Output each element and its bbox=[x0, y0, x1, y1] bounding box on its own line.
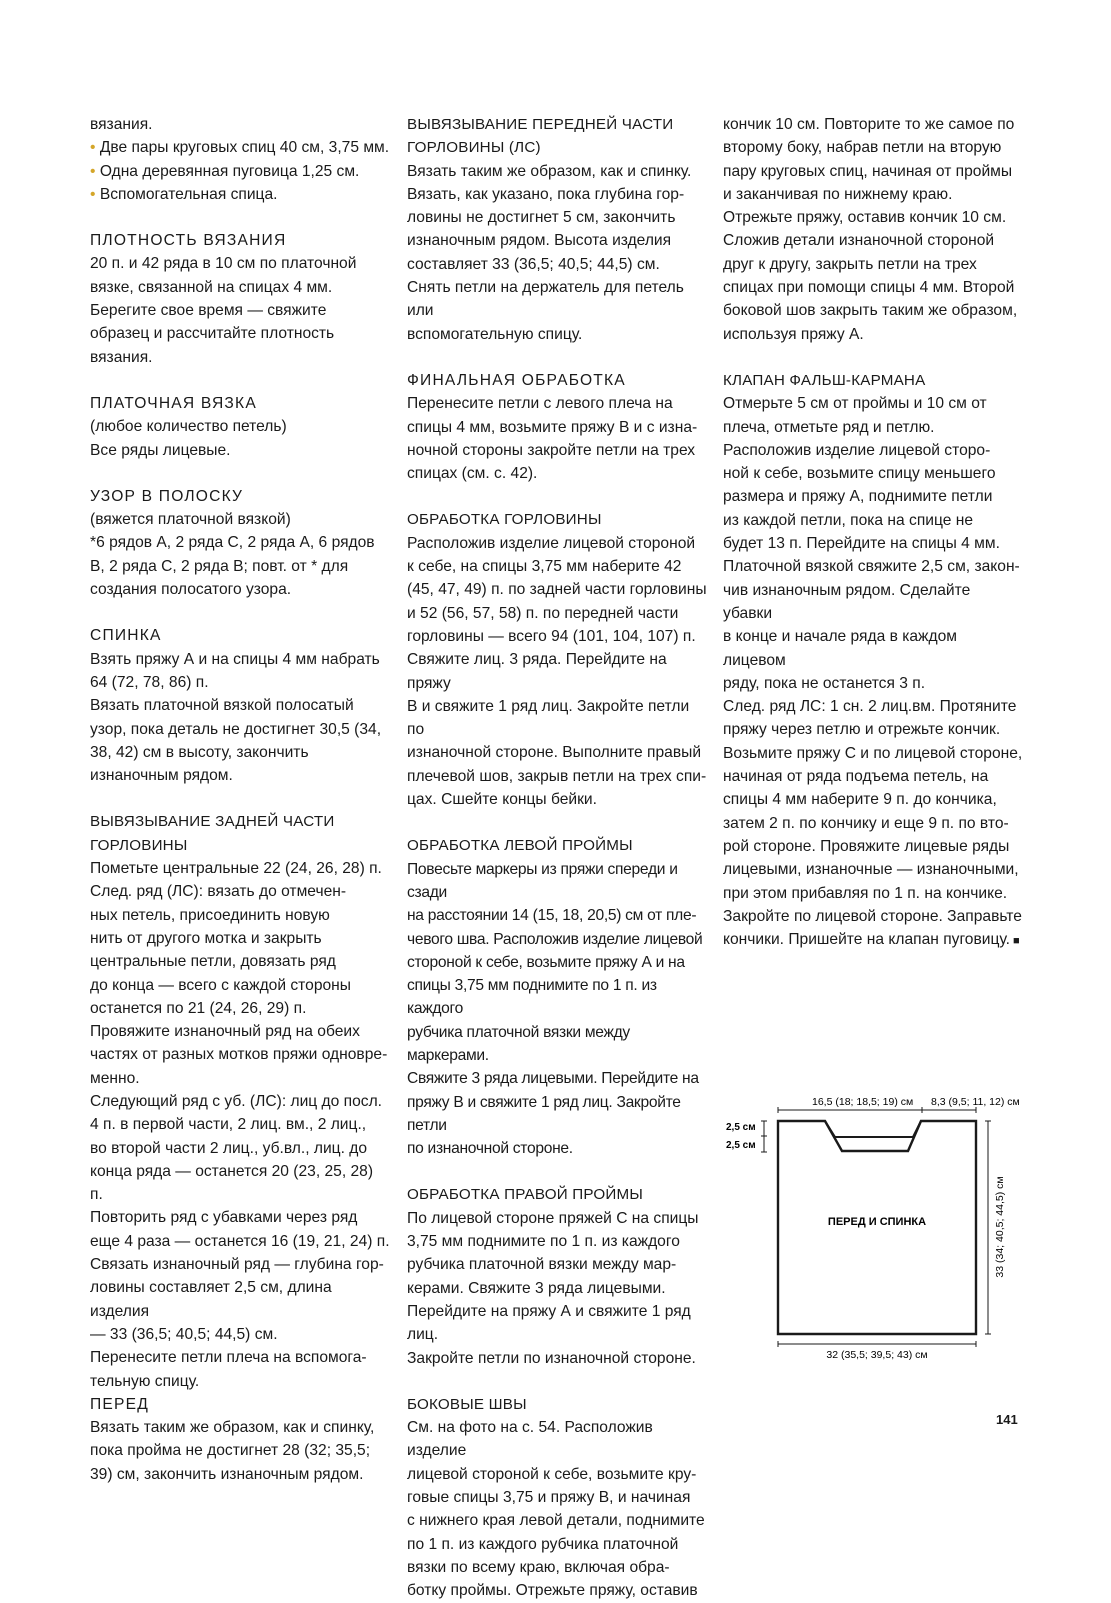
text-line: до конца — всего с каждой стороны bbox=[90, 976, 351, 994]
text-line: второму боку, набрав петли на вторую bbox=[723, 139, 1002, 157]
text-line: Возьмите пряжу С и по лицевой стороне, bbox=[723, 744, 1023, 762]
text-line: См. на фото на с. 54. Расположив изделие bbox=[407, 1419, 653, 1460]
text-line: друг к другу, закрыть петли на трех bbox=[723, 255, 977, 273]
text-line: чив изнаночным рядом. Сделайте убавки bbox=[723, 581, 971, 622]
text-line: ной к себе, возьмите спицу меньшего bbox=[723, 465, 996, 483]
text-line: пару круговых спиц, начиная от проймы bbox=[723, 162, 1013, 180]
section-heading: ФИНАЛЬНАЯ ОБРАБОТКА bbox=[407, 371, 626, 389]
text-line: Следующий ряд с уб. (ЛС): лиц до посл. bbox=[90, 1092, 383, 1110]
text-line: и 52 (56, 57, 58) п. по передней части bbox=[407, 604, 679, 622]
subsection-heading: ОБРАБОТКА ЛЕВОЙ ПРОЙМЫ bbox=[407, 837, 633, 855]
back-neckline bbox=[825, 1121, 921, 1137]
text-line: к себе, на спицы 3,75 мм наберите 42 bbox=[407, 558, 682, 576]
text-line: спицы 4 мм, возьмите пряжу В и с изна- bbox=[407, 418, 698, 436]
text-line: по 1 п. из каждого рубчика платочной bbox=[407, 1535, 679, 1553]
text-line: Платочной вязкой свяжите 2,5 см, закон- bbox=[723, 558, 1020, 576]
text-line: стороной к себе, возьмите пряжу А и на bbox=[407, 953, 685, 971]
text-line: лицевой стороной к себе, возьмите кру- bbox=[407, 1465, 697, 1483]
text-line: Перенесите петли плеча на вспомога- bbox=[90, 1349, 367, 1367]
subsection-heading: БОКОВЫЕ ШВЫ bbox=[407, 1395, 527, 1413]
schematic-diagram bbox=[720, 1090, 1040, 1365]
text-line: — 33 (36,5; 40,5; 44,5) см. bbox=[90, 1325, 278, 1343]
garter-text: Все ряды лицевые. bbox=[90, 441, 231, 459]
bullet-text: Вспомогательная спица. bbox=[99, 185, 278, 203]
top-left-label: 16,5 (18; 18,5; 19) см bbox=[812, 1096, 914, 1108]
left-armhole-body bbox=[407, 858, 707, 1161]
text-line: Перейдите на пряжу А и свяжите 1 ряд лиц. bbox=[407, 1302, 691, 1344]
list-item bbox=[90, 183, 390, 206]
text-line: спицах при помощи спицы 4 мм. Второй bbox=[723, 279, 1015, 297]
text-line: Перенесите петли с левого плеча на bbox=[407, 395, 673, 413]
section-heading: СПИНКА bbox=[90, 627, 162, 645]
text-line: вспомогательную спицу. bbox=[407, 325, 583, 343]
back-text: Взять пряжу А и на спицы 4 мм набрать 64 (72, 78, 86) п. bbox=[90, 650, 380, 691]
top-right-label: 8,3 (9,5; 11, 12) см bbox=[931, 1096, 1020, 1108]
list-item bbox=[90, 136, 390, 159]
text-line: рубчика платочной вязки между маркерами. bbox=[407, 1023, 630, 1064]
continued-body bbox=[723, 113, 1023, 346]
intro-text: вязания. bbox=[90, 116, 153, 133]
column-2 bbox=[407, 113, 707, 1603]
front-neck-body bbox=[407, 160, 707, 346]
text-line: лицевыми, изнаночные — изнаночными, bbox=[723, 861, 1019, 879]
text-line: затем 2 п. по кончику и еще 9 п. по вто- bbox=[723, 814, 1009, 832]
text-line: Повесьте маркеры из пряжи спереди и сзади bbox=[407, 860, 678, 901]
center-label: ПЕРЕД И СПИНКА bbox=[827, 1216, 927, 1228]
text-line: чевого шва. Расположив изделие лицевой bbox=[407, 930, 703, 948]
text-line: спицы 3,75 мм поднимите по 1 п. из каждого bbox=[407, 977, 657, 1018]
gauge-text: 20 п. и 42 ряда в 10 см по платочной вязке, связанной на спицах 4 мм. Берегите свое время — свяжите образец и рассчитайте плотность вязания. bbox=[90, 255, 357, 366]
text-line: рубчика платочной вязки между мар- bbox=[407, 1256, 677, 1274]
text-line: начиная от ряда подъема петель, на bbox=[723, 768, 989, 786]
text-line: цах. Сшейте концы бейки. bbox=[407, 791, 597, 809]
text-line: центральные петли, довязать ряд bbox=[90, 953, 336, 971]
bullet-icon: • bbox=[90, 162, 96, 180]
bottom-label: 32 (35,5; 39,5; 43) см bbox=[826, 1349, 928, 1361]
text-line: во второй части 2 лиц., уб.вл., лиц. до bbox=[90, 1139, 368, 1157]
text-line: Расположив изделие лицевой стороной bbox=[407, 534, 696, 552]
text-line: пряжу через петлю и отрежьте кончик. bbox=[723, 721, 1001, 739]
text-line: пряжу В и свяжите 1 ряд лиц. Закройте петли bbox=[407, 1093, 681, 1134]
garter-note: (любое количество петель) bbox=[90, 418, 287, 436]
text-line: горловины — всего 94 (101, 104, 107) п. bbox=[407, 627, 696, 645]
subsection-heading: ВЫВЯЗЫВАНИЕ ПЕРЕДНЕЙ ЧАСТИ ГОРЛОВИНЫ (ЛС) bbox=[407, 116, 674, 157]
text-line: Вязать, как указано, пока глубина гор- bbox=[407, 185, 685, 203]
text-line: составляет 33 (36,5; 40,5; 44,5) см. bbox=[407, 255, 660, 273]
bullet-text: Одна деревянная пуговица 1,25 см. bbox=[99, 162, 360, 180]
text-line: говые спицы 3,75 и пряжу В, и начиная bbox=[407, 1489, 691, 1507]
bullet-text: Две пары круговых спиц 40 см, 3,75 мм. bbox=[99, 139, 390, 157]
subsection-heading: ОБРАБОТКА ГОРЛОВИНЫ bbox=[407, 511, 602, 529]
text-line: Закройте по лицевой стороне. Заправьте bbox=[723, 907, 1022, 925]
text-line: Повторить ряд с убавками через ряд bbox=[90, 1209, 358, 1227]
text-line: След. ряд (ЛС): вязать до отмечен- bbox=[90, 883, 347, 901]
text-line: используя пряжу А. bbox=[723, 325, 864, 343]
text-line: керами. Свяжите 3 ряда лицевыми. bbox=[407, 1279, 666, 1297]
text-line: будет 13 п. Перейдите на спицы 4 мм. bbox=[723, 535, 1000, 553]
column-3 bbox=[723, 113, 1023, 953]
text-line: по изнаночной стороне. bbox=[407, 1140, 573, 1158]
text-line: Свяжите лиц. 3 ряда. Перейдите на пряжу bbox=[407, 651, 667, 692]
text-line: изнаночным рядом. Высота изделия bbox=[407, 232, 672, 250]
neckband-body bbox=[407, 532, 707, 812]
text-line: при этом прибавляя по 1 п. на кончике. bbox=[723, 884, 1008, 902]
text-line: рой стороне. Провяжите лицевые ряды bbox=[723, 837, 1010, 855]
section-heading: ПЕРЕД bbox=[90, 1395, 149, 1413]
text-line: останется по 21 (24, 26, 29) п. bbox=[90, 999, 307, 1017]
side-seams-body bbox=[407, 1416, 707, 1602]
left-bottom-label: 2,5 см bbox=[726, 1140, 756, 1151]
left-top-label: 2,5 см bbox=[726, 1122, 756, 1133]
text-line: Отрежьте пряжу, оставив кончик 10 см. bbox=[723, 209, 1007, 227]
text-line: ночной стороны закройте петли на трех bbox=[407, 441, 696, 459]
section-heading: ПЛАТОЧНАЯ ВЯЗКА bbox=[90, 394, 257, 412]
section-heading: ПЛОТНОСТЬ ВЯЗАНИЯ bbox=[90, 232, 287, 250]
finish-body bbox=[407, 392, 707, 485]
text-line: с нижнего края левой детали, поднимите bbox=[407, 1512, 705, 1530]
right-label: 33 (34; 40,5; 44,5) см bbox=[994, 1176, 1006, 1278]
text-line: Связать изнаночный ряд — глубина гор- bbox=[90, 1256, 384, 1274]
section-heading: УЗОР В ПОЛОСКУ bbox=[90, 487, 244, 505]
subsection-heading: ОБРАБОТКА ПРАВОЙ ПРОЙМЫ bbox=[407, 1186, 643, 1204]
bullet-icon: • bbox=[90, 185, 96, 203]
text-line: плечевой шов, закрыв петли на трех спи- bbox=[407, 767, 707, 785]
bullet-icon: • bbox=[90, 139, 96, 157]
text-line: на расстоянии 14 (15, 18, 20,5) см от пле- bbox=[407, 907, 697, 925]
text-line: в конце и начале ряда в каждом лицевом bbox=[723, 628, 957, 669]
column-1 bbox=[90, 113, 390, 1486]
text-line: Закройте петли по изнаночной стороне. bbox=[407, 1349, 696, 1367]
text-line: Расположив изделие лицевой сторо- bbox=[723, 441, 991, 459]
text-line: Вязать таким же образом, как и спинку, bbox=[90, 1419, 375, 1437]
text-line: Сложив детали изнаночной стороной bbox=[723, 232, 995, 250]
end-square-icon: ■ bbox=[1009, 935, 1020, 948]
text-line: ряду, пока не останется 3 п. bbox=[723, 674, 926, 692]
text-line: 3,75 мм поднимите по 1 п. из каждого bbox=[407, 1233, 680, 1251]
back-neck-body bbox=[90, 857, 390, 1393]
text-line: спицы 4 мм наберите 9 п. до кончика, bbox=[723, 791, 997, 809]
text-line: Отмерьте 5 см от проймы и 10 см от bbox=[723, 395, 987, 413]
text-line: Свяжите 3 ряда лицевыми. Перейдите на bbox=[407, 1070, 699, 1088]
text-line: ловины составляет 2,5 см, длина изделия bbox=[90, 1279, 332, 1320]
flap-body bbox=[723, 392, 1023, 953]
text-line: и заканчивая по нижнему краю. bbox=[723, 185, 953, 203]
text-line: еще 4 раза — останется 16 (19, 21, 24) п. bbox=[90, 1232, 390, 1250]
text-line: ботку проймы. Отрежьте пряжу, оставив bbox=[407, 1582, 698, 1600]
text-line: кончики. Пришейте на клапан пуговицу. ■ bbox=[723, 931, 1020, 949]
text-line: Пометьте центральные 22 (24, 26, 28) п. bbox=[90, 860, 382, 878]
text-line: боковой шов закрыть таким же образом, bbox=[723, 302, 1018, 320]
text-line: По лицевой стороне пряжей С на спицы bbox=[407, 1209, 699, 1227]
text-line: менно. bbox=[90, 1069, 140, 1087]
text-line: частях от разных мотков пряжи одновре- bbox=[90, 1046, 388, 1064]
text-line: ных петель, присоединить новую bbox=[90, 906, 330, 924]
text-line: Вязать таким же образом, как и спинку. bbox=[407, 162, 692, 180]
page-number: 141 bbox=[996, 1412, 1018, 1427]
text-line: ловины не достигнет 5 см, закончить bbox=[407, 209, 676, 227]
text-line: 4 п. в первой части, 2 лиц. вм., 2 лиц., bbox=[90, 1116, 367, 1134]
stripe-note: (вяжется платочной вязкой) bbox=[90, 511, 291, 529]
text-line: конца ряда — останется 20 (23, 25, 28) п. bbox=[90, 1162, 374, 1204]
text-line: плеча, отметьте ряд и петлю. bbox=[723, 418, 935, 436]
stripe-text: *6 рядов A, 2 ряда C, 2 ряда A, 6 рядов B, 2 ряда C, 2 ряда B; повт. от * для создания полосатого узора. bbox=[90, 534, 375, 599]
subsection-heading: ВЫВЯЗЫВАНИЕ ЗАДНЕЙ ЧАСТИ ГОРЛОВИНЫ bbox=[90, 813, 335, 854]
text-line: Провяжите изнаночный ряд на обеих bbox=[90, 1023, 360, 1041]
text-line: В и свяжите 1 ряд лиц. Закройте петли по bbox=[407, 697, 690, 739]
text-line: кончик 10 см. Повторите то же самое по bbox=[723, 116, 1015, 133]
list-item bbox=[90, 160, 390, 183]
front-body bbox=[90, 1416, 390, 1486]
text-line: из каждой петли, пока на спице не bbox=[723, 511, 974, 529]
back-text-2: Вязать платочной вязкой полосатый узор, пока деталь не достигнет 30,5 (34, 38, 42) см в высоту, закончить изнаночным рядом. bbox=[90, 697, 382, 785]
text-line: размера и пряжу А, поднимите петли bbox=[723, 488, 993, 506]
text-line: Снять петли на держатель для петель или bbox=[407, 279, 684, 320]
text-line: нить от другого мотка и закрыть bbox=[90, 929, 322, 947]
text-line: спицах (см. с. 42). bbox=[407, 465, 538, 483]
text-line: 39) см, закончить изнаночным рядом. bbox=[90, 1465, 364, 1483]
text-line: След. ряд ЛС: 1 сн. 2 лиц.вм. Протяните bbox=[723, 698, 1017, 716]
text-line: тельную спицу. bbox=[90, 1372, 200, 1390]
text-line: изнаночной стороне. Выполните правый bbox=[407, 744, 702, 762]
subsection-heading: КЛАПАН ФАЛЬШ-КАРМАНА bbox=[723, 371, 926, 389]
right-armhole-body bbox=[407, 1207, 707, 1370]
text-line: (45, 47, 49) п. по задней части горловины bbox=[407, 581, 707, 599]
text-line: пока пройма не достигнет 28 (32; 35,5; bbox=[90, 1442, 371, 1460]
text-line: вязки по всему краю, включая обра- bbox=[407, 1558, 670, 1576]
